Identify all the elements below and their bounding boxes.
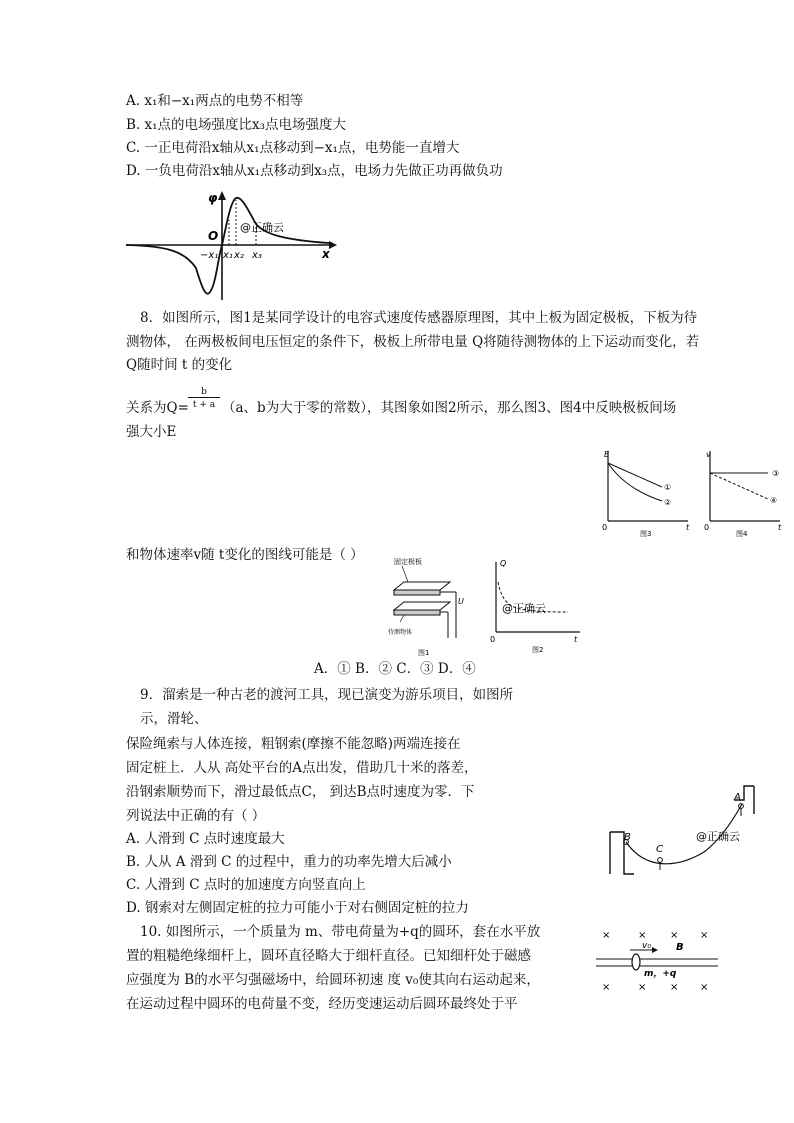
q8-relation-prefix: 关系为Q= (126, 400, 189, 416)
q7-potential-graph (124, 188, 344, 303)
q8-line-6: 和物体速率v随 t变化的图线可能是（ ） (126, 547, 364, 563)
fig3-caption: 图3 (640, 530, 652, 538)
q7-option-d: D. 一负电荷沿x轴从x₁点移动到x₃点，电场力先做正功再做负功 (126, 163, 503, 179)
q8-line-2: 测物体， 在两极板间电压恒定的条件下，极板上所带电量 Q将随待测物体的上下运动而变化，若 (126, 334, 700, 350)
q8-relation-suffix: （a、b为大于零的常数），其图象如图2所示，那么图3、图4中反映极板间场 (222, 400, 677, 416)
phi-label: φ (208, 191, 218, 205)
t-label: t (574, 635, 578, 644)
fraction-numerator: b (188, 387, 220, 398)
q9-option-a: A. 人滑到 C 点时速度最大 (126, 831, 285, 847)
q9-option-d: D. 钢索对左侧固定桩的拉力可能小于对右侧固定桩的拉力 (126, 900, 469, 916)
origin-label: 0 (602, 523, 608, 532)
fig3-graph (600, 447, 692, 539)
q7-option-b: B. x₁点的电场强度比x₃点电场强度大 (126, 117, 347, 133)
origin-label: O (208, 229, 219, 243)
object-label: 待测物体 (388, 629, 413, 636)
curve-label-1: ① (664, 483, 672, 492)
mass-charge-label: m，+q (644, 969, 677, 979)
q8-options: A．① B．② C．③ D．④ (314, 661, 476, 677)
curve-label-3: ③ (772, 469, 780, 478)
fig4-graph (702, 447, 794, 539)
field-cross: × (670, 930, 679, 941)
v0-label: v₀ (642, 941, 651, 951)
t-label: t (778, 523, 782, 532)
voltage-label: U (458, 597, 464, 606)
q9-line-3: 保险绳索与人体连接，粗钢索(摩擦不能忽略)两端连接在 (126, 736, 461, 752)
tick-neg-x1: −x₁ (200, 250, 219, 261)
q10-line-3: 应强度为 B的水平匀强磁场中，给圆环初速 度 v₀使其向右运动起来， (126, 972, 540, 988)
q8-line-1: 8．如图所示，图1是某同学设计的电容式速度传感器原理图，其中上板为固定极板，下板为待 (140, 310, 698, 326)
tick-x1: x₁ (223, 250, 233, 261)
field-cross: × (638, 930, 647, 941)
fig1-caption: 图1 (418, 649, 430, 657)
field-cross: × (638, 982, 647, 993)
field-cross: × (602, 930, 611, 941)
fraction-denominator: t + a (192, 400, 216, 410)
point-a-label: A (734, 792, 741, 803)
fig2-graph (486, 552, 586, 656)
point-b-label: B (624, 832, 631, 843)
q10-line-1: 10. 如图所示，一个质量为 m、带电荷量为+q的圆环，套在水平放 (140, 924, 541, 940)
tick-x3: x₃ (252, 250, 262, 261)
watermark: @正确云 (696, 830, 740, 843)
tick-x2: x₂ (234, 250, 244, 261)
t-label: t (686, 523, 690, 532)
q10-line-4: 在运动过程中圆环的电荷量不变，经历变速运动后圆环最终处于平 (126, 996, 518, 1012)
field-cross: × (602, 982, 611, 993)
zipline-figure (604, 782, 774, 882)
q-label: Q (500, 559, 507, 568)
field-cross: × (700, 930, 709, 941)
q7-option-a: A. x₁和−x₁两点的电势不相等 (126, 93, 304, 109)
watermark: @正确云 (240, 221, 284, 234)
q7-option-c: C. 一正电荷沿x轴从x₁点移动到−x₁点，电势能一直增大 (126, 140, 460, 156)
q9-option-b: B. 人从 A 滑到 C 的过程中，重力的功率先增大后减小 (126, 854, 452, 870)
fig2-caption: 图2 (532, 646, 544, 654)
v-label: v (706, 450, 711, 459)
curve-label-4: ④ (770, 496, 778, 505)
field-cross: × (700, 982, 709, 993)
q9-line-4: 固定桩上．人从 高处平台的A点出发，借助几十米的落差， (126, 760, 478, 776)
q10-line-2: 置的粗糙绝缘细杆上，圆环直径略大于细杆直径。已知细杆处于磁感 (126, 948, 531, 964)
q9-line-1: 9．溜索是一种古老的渡河工具，现已演变为游乐项目，如图所 (140, 687, 514, 703)
x-axis-label: x (322, 247, 330, 261)
q8-line-3: Q随时间 t 的变化 (126, 357, 233, 373)
origin-label: 0 (490, 635, 496, 644)
b-field-label: B (676, 942, 684, 953)
field-cross: × (670, 982, 679, 993)
e-label: E (604, 450, 610, 459)
q9-line-2: 示，滑轮、 (140, 711, 208, 727)
curve-label-2: ② (664, 498, 672, 507)
magnetic-field-figure (594, 922, 724, 992)
q9-option-c: C. 人滑到 C 点时的加速度方向竖直向上 (126, 877, 366, 893)
q8-line-5: 强大小E (126, 424, 177, 440)
fig4-caption: 图4 (736, 530, 748, 538)
fixed-plate-label: 固定极板 (394, 558, 422, 566)
point-c-label: C (656, 844, 663, 855)
q9-line-6: 列说法中正确的有（ ） (126, 808, 266, 824)
watermark: @正确云 (502, 602, 546, 615)
origin-label: 0 (704, 523, 710, 532)
fig1-capacitor (382, 552, 466, 656)
q9-line-5: 沿钢索顺势而下，滑过最低点C， 到达B点时速度为零．下 (126, 784, 475, 800)
